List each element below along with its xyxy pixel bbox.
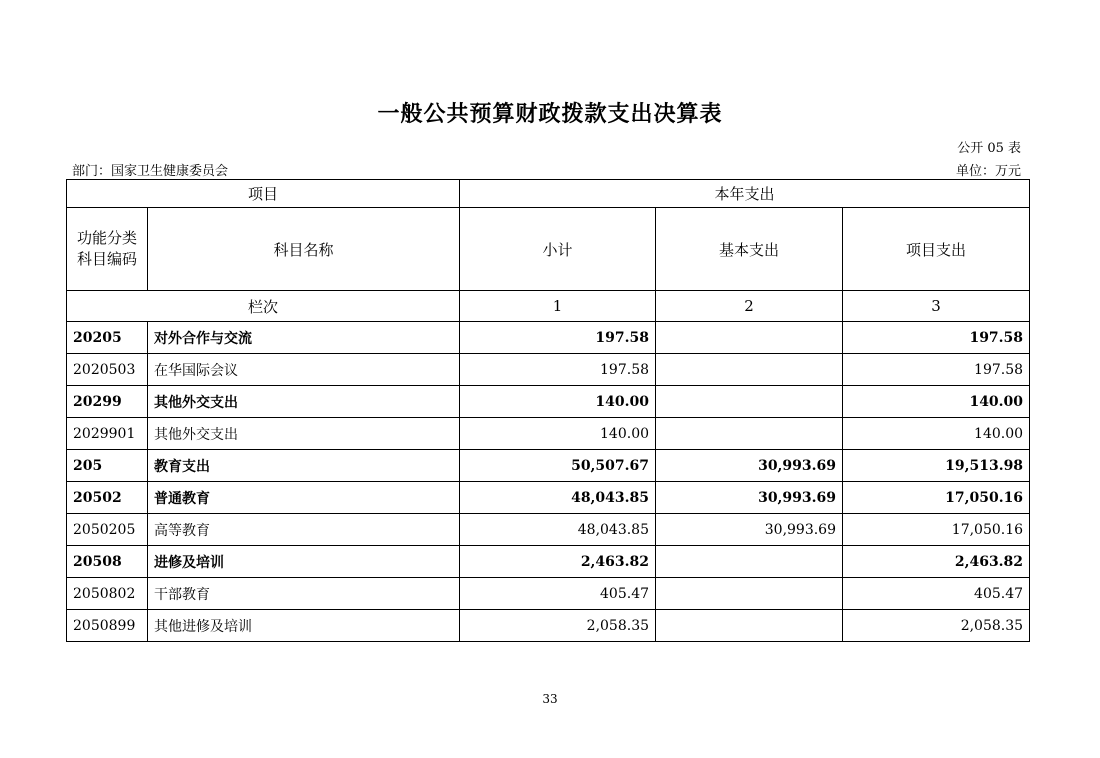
cell-subtotal: 197.58	[460, 322, 656, 354]
cell-subtotal: 48,043.85	[460, 482, 656, 514]
table-row	[67, 514, 1030, 546]
cell-code: 2050802	[67, 578, 148, 610]
cell-basic	[656, 610, 843, 642]
page-number: 33	[542, 692, 558, 706]
cell-basic: 30,993.69	[656, 450, 843, 482]
table-row	[67, 578, 1030, 610]
cell-basic: 30,993.69	[656, 514, 843, 546]
cell-subject-name: 普通教育	[148, 482, 460, 514]
header-item: 项目	[67, 180, 460, 208]
cell-subject-name: 进修及培训	[148, 546, 460, 578]
expenditure-table	[66, 179, 1030, 642]
header-subtotal: 小计	[460, 208, 656, 291]
cell-project: 140.00	[843, 386, 1030, 418]
cell-subtotal: 2,058.35	[460, 610, 656, 642]
header-project: 项目支出	[843, 208, 1030, 291]
cell-subtotal: 197.58	[460, 354, 656, 386]
cell-project: 17,050.16	[843, 514, 1030, 546]
cell-code: 205	[67, 450, 148, 482]
cell-code: 2020503	[67, 354, 148, 386]
cell-subtotal: 2,463.82	[460, 546, 656, 578]
column-index-1: 1	[460, 291, 656, 322]
unit-label: 单位：万元	[955, 164, 1021, 179]
column-index-2: 2	[656, 291, 843, 322]
cell-subtotal: 140.00	[460, 386, 656, 418]
cell-subject-name: 在华国际会议	[148, 354, 460, 386]
cell-basic	[656, 354, 843, 386]
header-current-year: 本年支出	[460, 180, 1030, 208]
header-basic: 基本支出	[656, 208, 843, 291]
table-row	[67, 610, 1030, 642]
table-row	[67, 482, 1030, 514]
table-row	[67, 546, 1030, 578]
page-title: 一般公共预算财政拨款支出决算表	[377, 101, 723, 127]
cell-code: 20502	[67, 482, 148, 514]
cell-project: 2,058.35	[843, 610, 1030, 642]
cell-basic	[656, 386, 843, 418]
cell-subject-name: 其他外交支出	[148, 418, 460, 450]
column-index-label: 栏次	[67, 291, 460, 322]
cell-basic	[656, 418, 843, 450]
cell-subtotal: 48,043.85	[460, 514, 656, 546]
table-row	[67, 386, 1030, 418]
cell-basic: 30,993.69	[656, 482, 843, 514]
cell-basic	[656, 578, 843, 610]
header-code-line1: 功能分类	[76, 229, 137, 247]
header-subject-name: 科目名称	[148, 208, 460, 291]
table-row	[67, 450, 1030, 482]
header-code-line2: 科目编码	[76, 250, 137, 268]
form-number: 公开 05 表	[957, 141, 1021, 156]
cell-subject-name: 其他进修及培训	[148, 610, 460, 642]
cell-project: 19,513.98	[843, 450, 1030, 482]
cell-subtotal: 50,507.67	[460, 450, 656, 482]
cell-project: 405.47	[843, 578, 1030, 610]
cell-project: 2,463.82	[843, 546, 1030, 578]
cell-project: 17,050.16	[843, 482, 1030, 514]
cell-code: 2029901	[67, 418, 148, 450]
header-row-2	[67, 208, 1030, 291]
header-function-code	[67, 208, 148, 291]
table-row	[67, 418, 1030, 450]
cell-project: 140.00	[843, 418, 1030, 450]
cell-subject-name: 对外合作与交流	[148, 322, 460, 354]
column-index-3: 3	[843, 291, 1030, 322]
cell-project: 197.58	[843, 354, 1030, 386]
cell-code: 2050899	[67, 610, 148, 642]
cell-subject-name: 干部教育	[148, 578, 460, 610]
cell-basic	[656, 322, 843, 354]
cell-subject-name: 其他外交支出	[148, 386, 460, 418]
cell-subtotal: 405.47	[460, 578, 656, 610]
department-label: 部门：国家卫生健康委员会	[72, 164, 229, 179]
table-row	[67, 354, 1030, 386]
table-row	[67, 322, 1030, 354]
cell-subject-name: 高等教育	[148, 514, 460, 546]
cell-basic	[656, 546, 843, 578]
cell-code: 20299	[67, 386, 148, 418]
header-row-1	[67, 180, 1030, 208]
cell-project: 197.58	[843, 322, 1030, 354]
cell-code: 20205	[67, 322, 148, 354]
cell-code: 2050205	[67, 514, 148, 546]
cell-subject-name: 教育支出	[148, 450, 460, 482]
header-row-3	[67, 291, 1030, 322]
cell-subtotal: 140.00	[460, 418, 656, 450]
cell-code: 20508	[67, 546, 148, 578]
